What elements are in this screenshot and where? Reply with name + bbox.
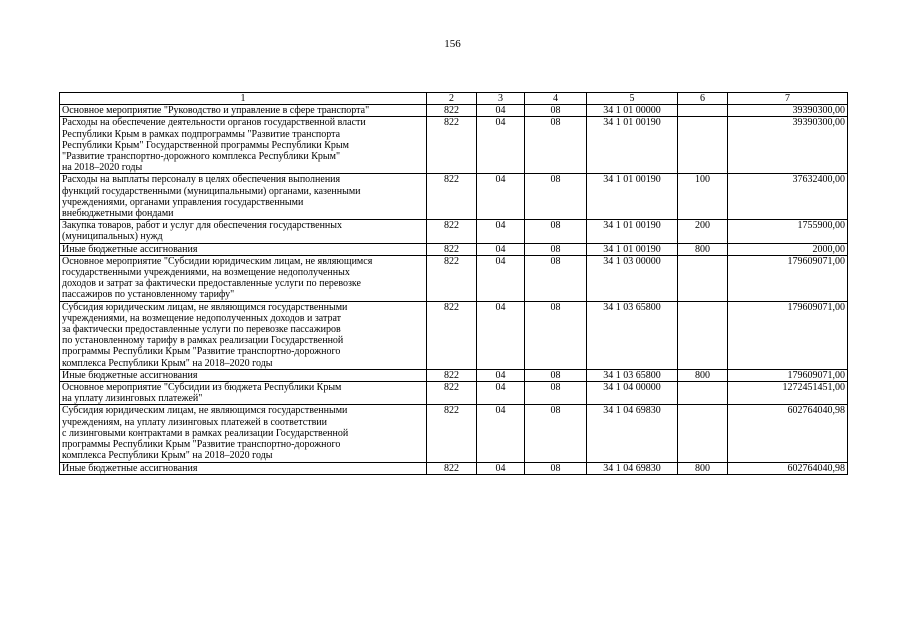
code-cell: 822 bbox=[427, 220, 477, 243]
target-article-cell: 34 1 01 00190 bbox=[587, 243, 678, 255]
amount-cell: 39390300,00 bbox=[728, 117, 848, 174]
table-row bbox=[60, 117, 848, 174]
amount-cell: 37632400,00 bbox=[728, 174, 848, 220]
section-cell: 04 bbox=[477, 117, 525, 174]
code-cell: 822 bbox=[427, 462, 477, 474]
row-name-cell: Основное мероприятие "Руководство и управление в сфере транспорта" bbox=[60, 105, 427, 117]
expense-type-cell: 100 bbox=[678, 174, 728, 220]
target-article-cell: 34 1 03 00000 bbox=[587, 255, 678, 301]
target-article-cell: 34 1 04 00000 bbox=[587, 382, 678, 405]
table-row bbox=[60, 369, 848, 381]
table-row bbox=[60, 462, 848, 474]
subsection-cell: 08 bbox=[525, 382, 587, 405]
expense-type-cell bbox=[678, 105, 728, 117]
section-cell: 04 bbox=[477, 301, 525, 369]
row-name-cell: Расходы на выплаты персоналу в целях обеспечения выполнения функций государственными (муниципальными) органами, казенными учреждениями, органами управления государственными внебюджетными фондами bbox=[60, 174, 427, 220]
row-name-cell: Субсидия юридическим лицам, не являющимся государственными учреждениями, на возмещение недополученных доходов и затрат за фактически предоставленные услуги по перевозке пассажиров по установленному тарифу в рамках реализации Государственной программы Республики Крым "Развитие транспортно-дорожного комплекса Республики Крым" на 2018–2020 годы bbox=[60, 301, 427, 369]
expense-type-cell: 800 bbox=[678, 243, 728, 255]
expense-type-cell bbox=[678, 301, 728, 369]
column-header: 3 bbox=[477, 93, 525, 105]
target-article-cell: 34 1 01 00190 bbox=[587, 117, 678, 174]
amount-cell: 2000,00 bbox=[728, 243, 848, 255]
subsection-cell: 08 bbox=[525, 105, 587, 117]
table-row bbox=[60, 301, 848, 369]
target-article-cell: 34 1 01 00190 bbox=[587, 220, 678, 243]
code-cell: 822 bbox=[427, 382, 477, 405]
column-header: 1 bbox=[60, 93, 427, 105]
column-header: 7 bbox=[728, 93, 848, 105]
expense-type-cell: 200 bbox=[678, 220, 728, 243]
subsection-cell: 08 bbox=[525, 174, 587, 220]
target-article-cell: 34 1 01 00000 bbox=[587, 105, 678, 117]
section-cell: 04 bbox=[477, 174, 525, 220]
target-article-cell: 34 1 03 65800 bbox=[587, 369, 678, 381]
section-cell: 04 bbox=[477, 105, 525, 117]
table-row bbox=[60, 405, 848, 462]
section-cell: 04 bbox=[477, 462, 525, 474]
target-article-cell: 34 1 04 69830 bbox=[587, 462, 678, 474]
column-header: 6 bbox=[678, 93, 728, 105]
table-row bbox=[60, 243, 848, 255]
row-name-cell: Субсидия юридическим лицам, не являющимся государственными учреждениям, на уплату лизинговых платежей в соответствии с лизинговыми контрактами в рамках реализации Государственной программы Республики Крым "Развитие транспортно-дорожного комплекса Республики Крым" на 2018–2020 годы bbox=[60, 405, 427, 462]
row-name-cell: Иные бюджетные ассигнования bbox=[60, 243, 427, 255]
column-number-row bbox=[60, 93, 848, 105]
amount-cell: 602764040,98 bbox=[728, 462, 848, 474]
expense-type-cell: 800 bbox=[678, 369, 728, 381]
subsection-cell: 08 bbox=[525, 255, 587, 301]
expense-type-cell bbox=[678, 255, 728, 301]
table-row bbox=[60, 220, 848, 243]
expense-type-cell bbox=[678, 405, 728, 462]
amount-cell: 39390300,00 bbox=[728, 105, 848, 117]
amount-cell: 179609071,00 bbox=[728, 369, 848, 381]
column-header: 5 bbox=[587, 93, 678, 105]
section-cell: 04 bbox=[477, 369, 525, 381]
table-row bbox=[60, 174, 848, 220]
section-cell: 04 bbox=[477, 405, 525, 462]
amount-cell: 179609071,00 bbox=[728, 255, 848, 301]
code-cell: 822 bbox=[427, 105, 477, 117]
subsection-cell: 08 bbox=[525, 369, 587, 381]
section-cell: 04 bbox=[477, 382, 525, 405]
table-row bbox=[60, 105, 848, 117]
code-cell: 822 bbox=[427, 369, 477, 381]
target-article-cell: 34 1 01 00190 bbox=[587, 174, 678, 220]
subsection-cell: 08 bbox=[525, 462, 587, 474]
subsection-cell: 08 bbox=[525, 220, 587, 243]
row-name-cell: Иные бюджетные ассигнования bbox=[60, 369, 427, 381]
amount-cell: 1755900,00 bbox=[728, 220, 848, 243]
row-name-cell: Основное мероприятие "Субсидии из бюджета Республики Крым на уплату лизинговых платежей" bbox=[60, 382, 427, 405]
code-cell: 822 bbox=[427, 243, 477, 255]
table-row bbox=[60, 255, 848, 301]
code-cell: 822 bbox=[427, 174, 477, 220]
expense-type-cell bbox=[678, 117, 728, 174]
code-cell: 822 bbox=[427, 255, 477, 301]
expense-type-cell bbox=[678, 382, 728, 405]
amount-cell: 179609071,00 bbox=[728, 301, 848, 369]
column-header: 2 bbox=[427, 93, 477, 105]
target-article-cell: 34 1 04 69830 bbox=[587, 405, 678, 462]
budget-table bbox=[59, 92, 848, 475]
row-name-cell: Основное мероприятие "Субсидии юридическим лицам, не являющимся государственными учреждениями, на возмещение недополученных доходов и затрат за фактически предоставленные услуги по перевозке пассажиров по установленному тарифу" bbox=[60, 255, 427, 301]
column-header: 4 bbox=[525, 93, 587, 105]
table-row bbox=[60, 382, 848, 405]
subsection-cell: 08 bbox=[525, 301, 587, 369]
code-cell: 822 bbox=[427, 405, 477, 462]
row-name-cell: Закупка товаров, работ и услуг для обеспечения государственных (муниципальных) нужд bbox=[60, 220, 427, 243]
subsection-cell: 08 bbox=[525, 117, 587, 174]
row-name-cell: Иные бюджетные ассигнования bbox=[60, 462, 427, 474]
section-cell: 04 bbox=[477, 255, 525, 301]
code-cell: 822 bbox=[427, 301, 477, 369]
target-article-cell: 34 1 03 65800 bbox=[587, 301, 678, 369]
section-cell: 04 bbox=[477, 220, 525, 243]
expense-type-cell: 800 bbox=[678, 462, 728, 474]
subsection-cell: 08 bbox=[525, 405, 587, 462]
section-cell: 04 bbox=[477, 243, 525, 255]
page-number: 156 bbox=[444, 38, 461, 50]
code-cell: 822 bbox=[427, 117, 477, 174]
subsection-cell: 08 bbox=[525, 243, 587, 255]
row-name-cell: Расходы на обеспечение деятельности органов государственной власти Республики Крым в рамках подпрограммы "Развитие транспорта Республики Крым" Государственной программы Республики Крым "Развитие транспортно-дорожного комплекса Республики Крым" на 2018–2020 годы bbox=[60, 117, 427, 174]
amount-cell: 1272451451,00 bbox=[728, 382, 848, 405]
amount-cell: 602764040,98 bbox=[728, 405, 848, 462]
